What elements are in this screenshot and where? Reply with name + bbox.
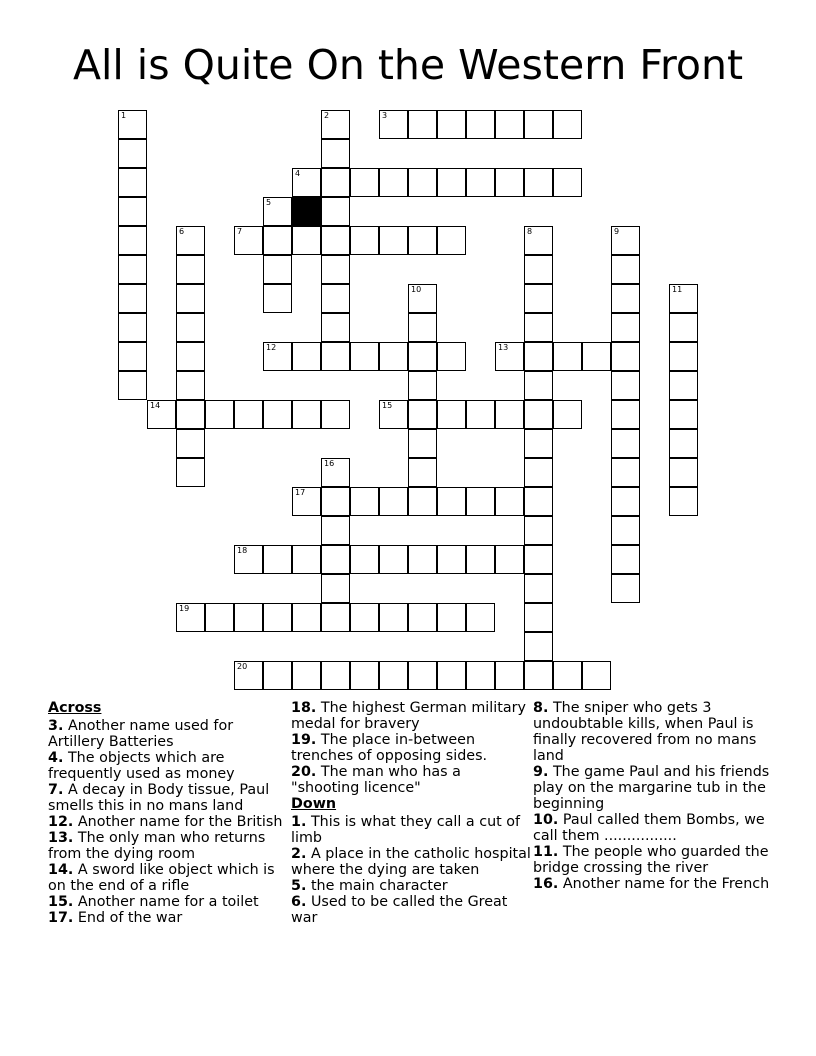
grid-cell[interactable] [408, 342, 437, 371]
across-clue [291, 732, 531, 764]
grid-cell[interactable] [611, 226, 640, 255]
grid-cell[interactable] [611, 342, 640, 371]
grid-cell[interactable] [321, 168, 350, 197]
grid-cell[interactable] [553, 110, 582, 139]
clue-number: 19 [179, 604, 190, 613]
grid-cell[interactable] [408, 661, 437, 690]
grid-cell[interactable] [495, 110, 524, 139]
grid-cell[interactable] [205, 400, 234, 429]
grid-cell[interactable] [292, 487, 321, 516]
grid-cell[interactable] [669, 284, 698, 313]
grid-cell[interactable] [524, 661, 553, 690]
grid-cell[interactable] [408, 545, 437, 574]
grid-block-cell [292, 197, 321, 226]
clue-number: 16 [324, 459, 335, 468]
grid-cell[interactable] [379, 545, 408, 574]
grid-cell[interactable] [408, 110, 437, 139]
grid-cell[interactable] [118, 139, 147, 168]
grid-cell[interactable] [437, 487, 466, 516]
grid-cell[interactable] [176, 284, 205, 313]
grid-cell[interactable] [669, 429, 698, 458]
down-clue [533, 764, 773, 812]
grid-cell[interactable] [292, 400, 321, 429]
grid-cell[interactable] [205, 603, 234, 632]
grid-cell[interactable] [292, 342, 321, 371]
grid-cell[interactable] [408, 284, 437, 313]
grid-cell[interactable] [611, 284, 640, 313]
grid-cell[interactable] [437, 603, 466, 632]
grid-cell[interactable] [524, 632, 553, 661]
grid-cell[interactable] [350, 545, 379, 574]
clue-number: 19. [291, 732, 317, 748]
across-clue [48, 910, 288, 926]
grid-cell[interactable] [263, 603, 292, 632]
down-clue [291, 894, 531, 926]
grid-cell[interactable] [234, 226, 263, 255]
grid-cell[interactable] [176, 400, 205, 429]
grid-cell[interactable] [553, 661, 582, 690]
clues-column-1 [48, 700, 288, 926]
grid-cell[interactable] [524, 313, 553, 342]
grid-cell[interactable] [611, 400, 640, 429]
clue-number: 12 [266, 343, 277, 352]
grid-cell[interactable] [118, 197, 147, 226]
grid-cell[interactable] [669, 313, 698, 342]
grid-cell[interactable] [466, 400, 495, 429]
grid-cell[interactable] [321, 284, 350, 313]
clue-number: 13 [498, 343, 509, 352]
grid-cell[interactable] [524, 516, 553, 545]
grid-cell[interactable] [263, 255, 292, 284]
page-title: All is Quite On the Western Front [72, 41, 744, 89]
grid-cell[interactable] [321, 197, 350, 226]
clue-text: Paul called them Bombs, we call them ................ [533, 812, 765, 844]
grid-cell[interactable] [611, 255, 640, 284]
grid-cell[interactable] [408, 458, 437, 487]
grid-cell[interactable] [118, 342, 147, 371]
grid-cell[interactable] [553, 400, 582, 429]
grid-cell[interactable] [176, 429, 205, 458]
across-clue [48, 830, 288, 862]
grid-cell[interactable] [118, 284, 147, 313]
grid-cell[interactable] [321, 255, 350, 284]
clue-number: 11 [672, 285, 683, 294]
clue-number: 16. [533, 876, 559, 892]
grid-cell[interactable] [176, 342, 205, 371]
clue-text: Another name for a toilet [77, 894, 259, 910]
clue-number: 4. [48, 750, 64, 766]
grid-cell[interactable] [524, 168, 553, 197]
grid-cell[interactable] [466, 603, 495, 632]
across-clue [48, 862, 288, 894]
grid-cell[interactable] [263, 226, 292, 255]
down-clue [291, 814, 531, 846]
clue-text: The people who guarded the bridge crossing the river [533, 844, 769, 876]
grid-cell[interactable] [495, 487, 524, 516]
down-clue [533, 812, 773, 844]
grid-cell[interactable] [379, 110, 408, 139]
clue-number: 3. [48, 718, 64, 734]
clue-number: 3 [382, 111, 388, 120]
clue-number: 17 [295, 488, 306, 497]
grid-cell[interactable] [524, 284, 553, 313]
clue-text: This is what they call a cut of limb [291, 814, 521, 846]
grid-cell[interactable] [611, 487, 640, 516]
grid-cell[interactable] [669, 400, 698, 429]
across-clue [48, 750, 288, 782]
grid-cell[interactable] [292, 226, 321, 255]
grid-cell[interactable] [350, 661, 379, 690]
grid-cell[interactable] [524, 110, 553, 139]
grid-cell[interactable] [582, 342, 611, 371]
clue-text: A sword like object which is on the end of a rifle [48, 862, 275, 894]
clue-number: 17. [48, 910, 74, 926]
grid-cell[interactable] [379, 400, 408, 429]
down-clue [533, 844, 773, 876]
grid-cell[interactable] [118, 226, 147, 255]
across-clue [48, 718, 288, 750]
across-clue [291, 700, 531, 732]
across-clue [48, 894, 288, 910]
grid-cell[interactable] [408, 168, 437, 197]
grid-cell[interactable] [466, 487, 495, 516]
clue-text: the main character [310, 878, 448, 894]
grid-cell[interactable] [437, 342, 466, 371]
grid-cell[interactable] [321, 226, 350, 255]
grid-cell[interactable] [321, 545, 350, 574]
clue-number: 7. [48, 782, 64, 798]
grid-cell[interactable] [437, 545, 466, 574]
grid-cell[interactable] [350, 226, 379, 255]
clue-number: 1. [291, 814, 307, 830]
grid-cell[interactable] [292, 661, 321, 690]
grid-cell[interactable] [176, 371, 205, 400]
grid-cell[interactable] [292, 168, 321, 197]
grid-cell[interactable] [611, 429, 640, 458]
grid-cell[interactable] [495, 342, 524, 371]
grid-cell[interactable] [524, 574, 553, 603]
across-clue [291, 764, 531, 796]
clue-number: 12. [48, 814, 74, 830]
grid-cell[interactable] [495, 168, 524, 197]
grid-cell[interactable] [118, 313, 147, 342]
clue-number: 2 [324, 111, 330, 120]
grid-cell[interactable] [263, 284, 292, 313]
clue-number: 11. [533, 844, 559, 860]
grid-cell[interactable] [118, 168, 147, 197]
clue-number: 13. [48, 830, 74, 846]
grid-cell[interactable] [176, 226, 205, 255]
clue-number: 18. [291, 700, 317, 716]
clue-number: 5 [266, 198, 272, 207]
grid-cell[interactable] [437, 661, 466, 690]
clue-text: Another name for the British [77, 814, 283, 830]
grid-cell[interactable] [611, 545, 640, 574]
down-clue [533, 700, 773, 764]
grid-cell[interactable] [147, 400, 176, 429]
grid-cell[interactable] [408, 603, 437, 632]
grid-cell[interactable] [466, 110, 495, 139]
clue-number: 20. [291, 764, 317, 780]
clue-number: 14. [48, 862, 74, 878]
across-clue [48, 782, 288, 814]
grid-cell[interactable] [524, 487, 553, 516]
grid-cell[interactable] [408, 400, 437, 429]
grid-cell[interactable] [321, 110, 350, 139]
grid-cell[interactable] [321, 400, 350, 429]
grid-cell[interactable] [466, 661, 495, 690]
clue-number: 5. [291, 878, 307, 894]
grid-cell[interactable] [524, 371, 553, 400]
grid-cell[interactable] [292, 545, 321, 574]
grid-cell[interactable] [234, 400, 263, 429]
grid-cell[interactable] [466, 545, 495, 574]
grid-cell[interactable] [118, 255, 147, 284]
clue-number: 2. [291, 846, 307, 862]
clue-text: The place in-between trenches of opposing sides. [291, 732, 488, 764]
grid-cell[interactable] [582, 661, 611, 690]
grid-cell[interactable] [611, 371, 640, 400]
grid-cell[interactable] [408, 313, 437, 342]
grid-cell[interactable] [669, 371, 698, 400]
grid-cell[interactable] [669, 458, 698, 487]
grid-cell[interactable] [437, 168, 466, 197]
grid-cell[interactable] [379, 168, 408, 197]
grid-cell[interactable] [321, 661, 350, 690]
grid-cell[interactable] [321, 574, 350, 603]
clue-number: 18 [237, 546, 248, 555]
grid-cell[interactable] [292, 603, 321, 632]
grid-cell[interactable] [611, 458, 640, 487]
clue-text: The only man who returns from the dying room [48, 830, 266, 862]
clue-text: The objects which are frequently used as money [48, 750, 235, 782]
grid-cell[interactable] [408, 371, 437, 400]
grid-cell[interactable] [553, 342, 582, 371]
grid-cell[interactable] [350, 342, 379, 371]
grid-cell[interactable] [466, 168, 495, 197]
grid-cell[interactable] [263, 400, 292, 429]
grid-cell[interactable] [118, 371, 147, 400]
clue-number: 20 [237, 662, 248, 671]
clue-number: 9 [614, 227, 620, 236]
grid-cell[interactable] [379, 661, 408, 690]
clue-number: 14 [150, 401, 161, 410]
clue-text: A decay in Body tissue, Paul smells this in no mans land [48, 782, 270, 814]
grid-cell[interactable] [379, 487, 408, 516]
across-heading: Across [48, 700, 102, 716]
clues-column-3 [533, 700, 773, 892]
grid-cell[interactable] [234, 545, 263, 574]
grid-cell[interactable] [524, 545, 553, 574]
clue-text: The sniper who gets 3 undoubtable kills, when Paul is finally recovered from no mans land [533, 700, 757, 764]
clue-number: 8 [527, 227, 533, 236]
clue-number: 6. [291, 894, 307, 910]
grid-cell[interactable] [263, 661, 292, 690]
grid-cell[interactable] [611, 313, 640, 342]
clue-number: 15. [48, 894, 74, 910]
clue-number: 9. [533, 764, 549, 780]
grid-cell[interactable] [321, 139, 350, 168]
grid-cell[interactable] [350, 603, 379, 632]
clue-number: 8. [533, 700, 549, 716]
across-clue [48, 814, 288, 830]
grid-cell[interactable] [611, 574, 640, 603]
clue-text: Another name used for Artillery Batteries [48, 718, 234, 750]
grid-cell[interactable] [321, 487, 350, 516]
clue-number: 6 [179, 227, 185, 236]
clue-text: The highest German military medal for bravery [291, 700, 526, 732]
grid-cell[interactable] [350, 487, 379, 516]
clue-text: A place in the catholic hospital where the dying are taken [291, 846, 531, 878]
grid-cell[interactable] [379, 603, 408, 632]
clue-number: 10. [533, 812, 559, 828]
grid-cell[interactable] [524, 458, 553, 487]
clue-text: Another name for the French [562, 876, 770, 892]
grid-cell[interactable] [669, 342, 698, 371]
down-clue [291, 878, 531, 894]
down-clue [533, 876, 773, 892]
grid-cell[interactable] [350, 168, 379, 197]
clue-number: 4 [295, 169, 301, 178]
grid-cell[interactable] [263, 197, 292, 226]
grid-cell[interactable] [321, 342, 350, 371]
grid-cell[interactable] [321, 603, 350, 632]
grid-cell[interactable] [234, 661, 263, 690]
grid-cell[interactable] [524, 429, 553, 458]
grid-cell[interactable] [524, 226, 553, 255]
grid-cell[interactable] [379, 342, 408, 371]
grid-cell[interactable] [495, 661, 524, 690]
grid-cell[interactable] [176, 603, 205, 632]
grid-cell[interactable] [176, 458, 205, 487]
grid-cell[interactable] [408, 226, 437, 255]
grid-cell[interactable] [495, 545, 524, 574]
clue-text: The man who has a "shooting licence" [291, 764, 461, 796]
down-clue [291, 846, 531, 878]
down-heading: Down [291, 796, 337, 812]
grid-cell[interactable] [437, 110, 466, 139]
clues-column-2 [291, 700, 531, 926]
grid-cell[interactable] [437, 400, 466, 429]
grid-cell[interactable] [524, 603, 553, 632]
grid-cell[interactable] [234, 603, 263, 632]
grid-cell[interactable] [118, 110, 147, 139]
grid-cell[interactable] [321, 313, 350, 342]
grid-cell[interactable] [524, 342, 553, 371]
grid-cell[interactable] [321, 516, 350, 545]
clue-text: The game Paul and his friends play on the margarine tub in the beginning [533, 764, 770, 812]
clue-text: End of the war [77, 910, 183, 926]
grid-cell[interactable] [263, 342, 292, 371]
grid-cell[interactable] [611, 516, 640, 545]
grid-cell[interactable] [553, 168, 582, 197]
grid-cell[interactable] [408, 429, 437, 458]
clue-number: 1 [121, 111, 127, 120]
grid-cell[interactable] [437, 226, 466, 255]
grid-cell[interactable] [176, 255, 205, 284]
grid-cell[interactable] [524, 255, 553, 284]
grid-cell[interactable] [524, 400, 553, 429]
grid-cell[interactable] [495, 400, 524, 429]
grid-cell[interactable] [176, 313, 205, 342]
grid-cell[interactable] [669, 487, 698, 516]
clue-number: 15 [382, 401, 393, 410]
grid-cell[interactable] [263, 545, 292, 574]
grid-cell[interactable] [408, 487, 437, 516]
clue-number: 10 [411, 285, 422, 294]
grid-cell[interactable] [321, 458, 350, 487]
grid-cell[interactable] [379, 226, 408, 255]
clue-text: Used to be called the Great war [291, 894, 508, 926]
clue-number: 7 [237, 227, 243, 236]
